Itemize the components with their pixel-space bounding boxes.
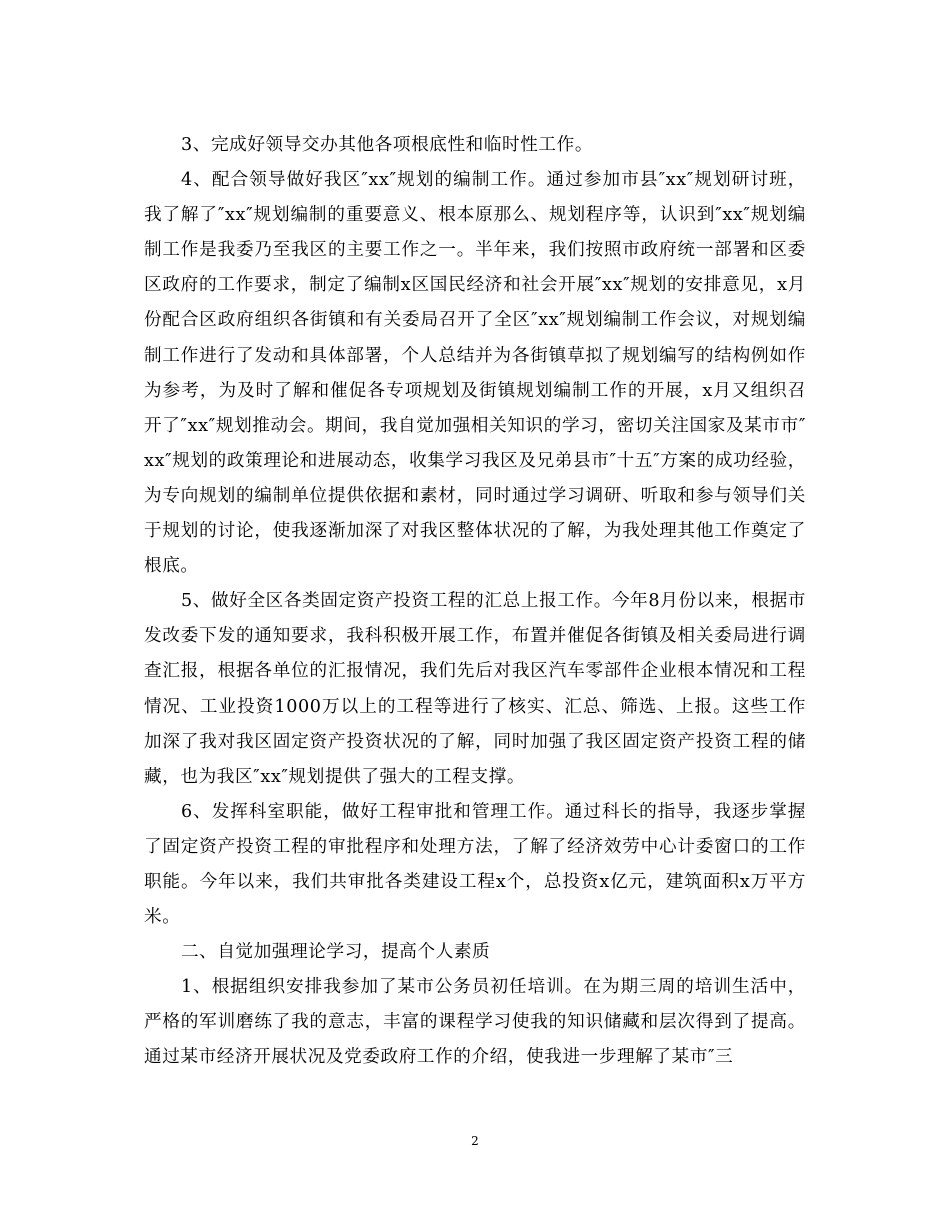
paragraph-task-3: 3、完成好领导交办其他各项根底性和临时性工作。 <box>180 135 594 155</box>
paragraph-task-4: 4、配合领导做好我区″xx″规划的编制工作。通过参加市县″xx″规划研讨班，我了解了″xx″规划编制的重要意义、根本原那么、规划程序等，认识到″xx″规划编制工作是我委乃至我区的主要工作之一。半年来，我们按照市政府统一部署和区委区政府的工作要求，制定了编制x区国民经济和社会开展″xx″规划的安排意见，x月份配合区政府组织各街镇和有关委局召开了全区″xx″规划编制工作会议，对规划编制工作进行了发动和具体部署，个人总结并为各街镇草拟了规划编写的结构例如作为参考，为及时了解和催促各专项规划及街镇规划编制工作的开展，x月又组织召开了″xx″规划推动会。期间，我自觉加强相关知识的学习，密切关注国家及某市市″xx″规划的政策理论和进展动态，收集学习我区及兄弟县市″十五″方案的成功经验，为专向规划的编制单位提供依据和素材，同时通过学习调研、听取和参与领导们关于规划的讨论，使我逐渐加深了对我区整体状况的了解，为我处理其他工作奠定了根底。 <box>144 170 806 577</box>
paragraph-training-1: 1、根据组织安排我参加了某市公务员初任培训。在为期三周的培训生活中，严格的军训磨练了我的意志，丰富的课程学习使我的知识储藏和层次得到了提高。通过某市经济开展状况及党委政府工作的介绍，使我进一步理解了某市″三 <box>144 977 806 1068</box>
paragraph-task-6: 6、发挥科室职能，做好工程审批和管理工作。通过科长的指导，我逐步掌握了固定资产投资工程的审批程序和处理方法，了解了经济效劳中心计委窗口的工作职能。今年以来，我们共审批各类建设工程x个，总投资x亿元，建筑面积x万平方米。 <box>144 801 806 928</box>
page-number: 2 <box>471 1134 479 1148</box>
section-heading-theory-study: 二、自觉加强理论学习，提高个人素质 <box>180 942 491 963</box>
body-text <box>144 128 806 1076</box>
paragraph-task-5: 5、做好全区各类固定资产投资工程的汇总上报工作。今年8月份以来，根据市发改委下发的通知要求，我科积极开展工作，布置并催促各街镇及相关委局进行调查汇报，根据各单位的汇报情况，我们先后对我区汽车零部件企业根本情况和工程情况、工业投资1000万以上的工程等进行了核实、汇总、筛选、上报。这些工作加深了我对我区固定资产投资状况的了解，同时加强了我区固定资产投资工程的储藏，也为我区″xx″规划提供了强大的工程支撑。 <box>144 591 806 787</box>
